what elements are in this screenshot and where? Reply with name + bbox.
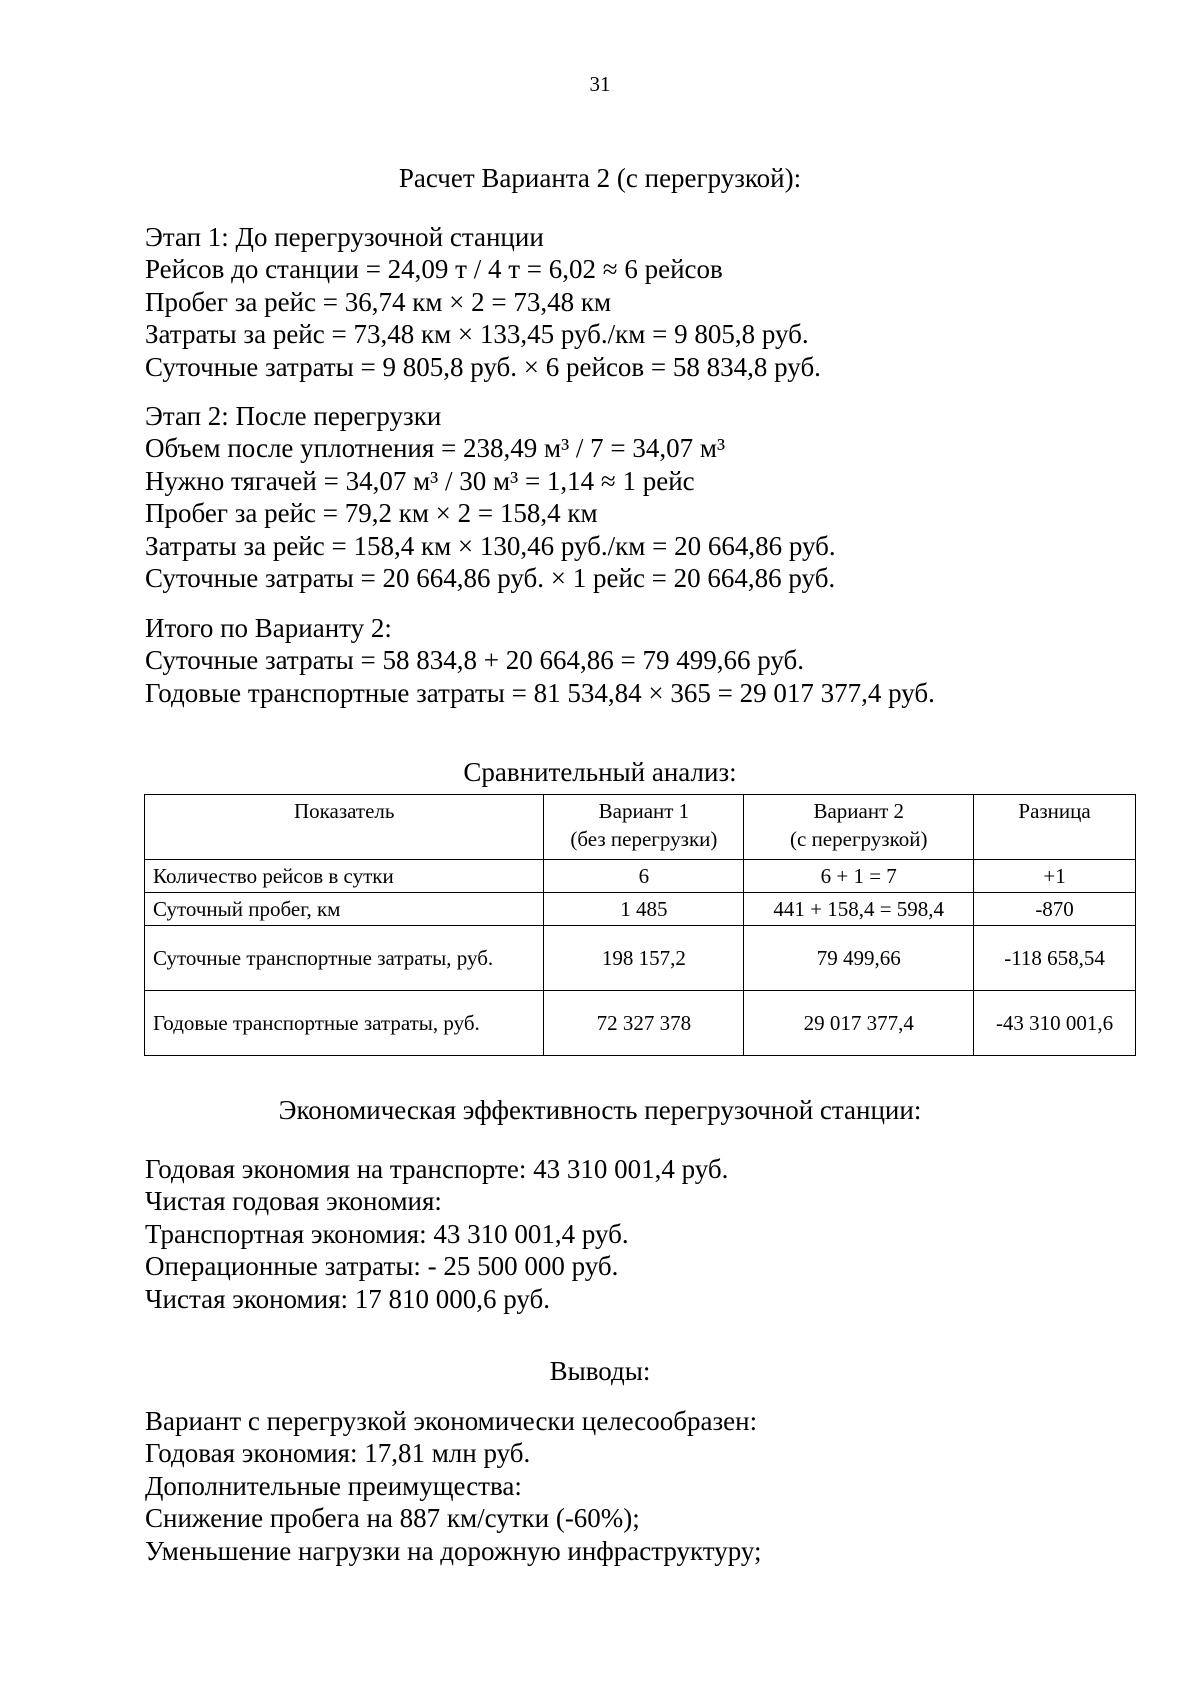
cell-v1: 1 485 bbox=[544, 893, 744, 926]
cell-v2: 79 499,66 bbox=[744, 926, 974, 991]
cell-name: Суточный пробег, км bbox=[145, 893, 544, 926]
variant2-title: Расчет Варианта 2 (с перегрузкой): bbox=[398, 163, 802, 193]
efficiency-title: Экономическая эффективность перегрузочной станции: bbox=[278, 1095, 922, 1125]
stage2-line: Объем после уплотнения = 238,49 м³ / 7 = 34,07 м³ bbox=[145, 433, 726, 464]
efficiency-line: Транспортная экономия: 43 310 001,4 руб. bbox=[145, 1218, 629, 1249]
conclusions-block bbox=[145, 1405, 762, 1567]
stage1-line: Этап 1: До перегрузочной станции bbox=[145, 222, 544, 252]
stage1-line: Пробег за рейс = 36,74 км × 2 = 73,48 км bbox=[145, 286, 612, 317]
stage1-line: Рейсов до станции = 24,09 т / 4 т = 6,02 ≈ 6 рейсов bbox=[145, 254, 723, 285]
cell-name: Количество рейсов в сутки bbox=[145, 860, 544, 893]
header-variant2-line1: Вариант 2 bbox=[813, 799, 904, 823]
efficiency-line: Операционные затраты: - 25 500 000 руб. bbox=[145, 1251, 619, 1282]
efficiency-line: Годовая экономия на транспорте: 43 310 001,4 руб. bbox=[145, 1154, 729, 1184]
stage1-line: Суточные затраты = 9 805,8 руб. × 6 рейсов = 58 834,8 руб. bbox=[145, 351, 821, 382]
header-variant2 bbox=[744, 795, 974, 860]
table-row bbox=[145, 926, 1136, 991]
conclusions-title: Выводы: bbox=[549, 1356, 651, 1386]
conclusion-line: Дополнительные преимущества: bbox=[145, 1470, 522, 1501]
efficiency-line: Чистая экономия: 17 810 000,6 руб. bbox=[145, 1283, 551, 1314]
stage2-line: Затраты за рейс = 158,4 км × 130,46 руб./км = 20 664,86 руб. bbox=[145, 530, 836, 561]
conclusion-line: Уменьшение нагрузки на дорожную инфраструктуру; bbox=[145, 1535, 762, 1566]
page-number: 31 bbox=[589, 72, 611, 96]
cell-v1: 198 157,2 bbox=[544, 926, 744, 991]
stage1-block bbox=[145, 221, 821, 383]
conclusion-line: Годовая экономия: 17,81 млн руб. bbox=[145, 1438, 531, 1469]
stage2-line: Этап 2: После перегрузки bbox=[145, 401, 442, 431]
header-variant1-line1: Вариант 1 bbox=[598, 799, 690, 823]
table-row bbox=[145, 893, 1136, 926]
stage2-line: Нужно тягачей = 34,07 м³ / 30 м³ = 1,14 ≈ 1 рейс bbox=[145, 465, 695, 496]
table-row bbox=[145, 991, 1136, 1056]
cell-v2: 6 + 1 = 7 bbox=[744, 860, 974, 893]
table-row bbox=[145, 860, 1136, 893]
cell-diff: -870 bbox=[974, 893, 1136, 926]
stage2-block bbox=[145, 400, 836, 594]
total-line: Суточные затраты = 58 834,8 + 20 664,86 = 79 499,66 руб. bbox=[145, 645, 804, 676]
cell-diff: +1 bbox=[974, 860, 1136, 893]
cell-v2: 441 + 158,4 = 598,4 bbox=[744, 893, 974, 926]
header-variant2-line2: (с перегрузкой) bbox=[790, 827, 928, 851]
table-header-row bbox=[145, 795, 1136, 860]
stage2-line: Пробег за рейс = 79,2 км × 2 = 158,4 км bbox=[145, 498, 598, 529]
comparison-table bbox=[144, 794, 1136, 1056]
total-line: Итого по Варианту 2: bbox=[145, 613, 392, 643]
efficiency-line: Чистая годовая экономия: bbox=[145, 1186, 442, 1217]
header-variant1-line2: (без перегрузки) bbox=[570, 827, 718, 851]
conclusion-line: Снижение пробега на 887 км/сутки (-60%); bbox=[145, 1503, 640, 1534]
header-variant1 bbox=[544, 795, 744, 860]
cell-diff: -118 658,54 bbox=[974, 926, 1136, 991]
cell-v1: 6 bbox=[544, 860, 744, 893]
conclusion-line: Вариант с перегрузкой экономически целесообразен: bbox=[145, 1406, 758, 1436]
cell-diff: -43 310 001,6 bbox=[974, 991, 1136, 1056]
comparison-title: Сравнительный анализ: bbox=[463, 757, 737, 787]
cell-v1: 72 327 378 bbox=[544, 991, 744, 1056]
total-line: Годовые транспортные затраты = 81 534,84 × 365 = 29 017 377,4 руб. bbox=[145, 677, 935, 708]
stage2-line: Суточные затраты = 20 664,86 руб. × 1 рейс = 20 664,86 руб. bbox=[145, 563, 836, 594]
efficiency-block bbox=[145, 1153, 728, 1315]
cell-name: Суточные транспортные затраты, руб. bbox=[145, 926, 544, 991]
header-diff: Разница bbox=[974, 795, 1136, 860]
cell-v2: 29 017 377,4 bbox=[744, 991, 974, 1056]
stage1-line: Затраты за рейс = 73,48 км × 133,45 руб./км = 9 805,8 руб. bbox=[145, 319, 809, 350]
variant2-total-block bbox=[145, 612, 935, 709]
header-indicator: Показатель bbox=[145, 795, 544, 860]
cell-name: Годовые транспортные затраты, руб. bbox=[145, 991, 544, 1056]
